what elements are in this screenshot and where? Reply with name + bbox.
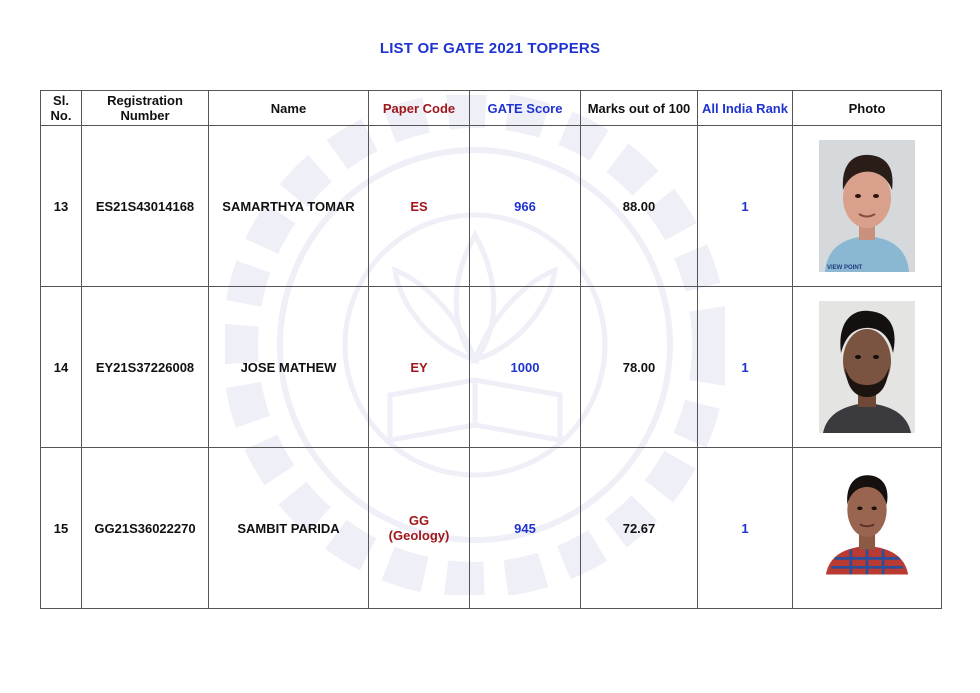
gate-score-cell: 966 [470, 126, 581, 287]
header-gate-score: GATE Score [470, 91, 581, 126]
photo-cell [793, 287, 942, 448]
gate-score-cell: 1000 [470, 287, 581, 448]
marks-cell: 78.00 [581, 287, 698, 448]
header-marks: Marks out of 100 [581, 91, 698, 126]
rank-cell: 1 [698, 287, 793, 448]
sl-no-cell: 15 [41, 448, 82, 609]
photo-cell [793, 126, 942, 287]
svg-text:VIEW POINT: VIEW POINT [827, 265, 863, 271]
sl-no-cell: 13 [41, 126, 82, 287]
header-name: Name [209, 91, 369, 126]
toppers-table [40, 90, 942, 609]
header-row [41, 91, 942, 126]
registration-number-cell: ES21S43014168 [82, 126, 209, 287]
photo-cell [793, 448, 942, 609]
page-title: LIST OF GATE 2021 TOPPERS [379, 40, 601, 57]
gate-score-cell: 945 [470, 448, 581, 609]
registration-number-cell: GG21S36022270 [82, 448, 209, 609]
marks-cell: 88.00 [581, 126, 698, 287]
paper-code-cell: ES [369, 126, 470, 287]
marks-cell: 72.67 [581, 448, 698, 609]
table-row [41, 287, 942, 448]
header-registration-number: Registration Number [82, 91, 209, 126]
sl-no-cell: 14 [41, 287, 82, 448]
header-photo: Photo [793, 91, 942, 126]
name-cell: SAMBIT PARIDA [209, 448, 369, 609]
header-sl-no: Sl. No. [41, 91, 82, 126]
table-row [41, 448, 942, 609]
rank-cell: 1 [698, 126, 793, 287]
name-cell: SAMARTHYA TOMAR [209, 126, 369, 287]
rank-cell: 1 [698, 448, 793, 609]
paper-code-cell: GG (Geology) [369, 448, 470, 609]
header-paper-code: Paper Code [369, 91, 470, 126]
topper-photo [819, 301, 915, 433]
name-cell: JOSE MATHEW [209, 287, 369, 448]
header-rank: All India Rank [698, 91, 793, 126]
topper-photo [819, 140, 915, 272]
table-row [41, 126, 942, 287]
registration-number-cell: EY21S37226008 [82, 287, 209, 448]
paper-code-cell: EY [369, 287, 470, 448]
topper-photo [819, 469, 915, 587]
